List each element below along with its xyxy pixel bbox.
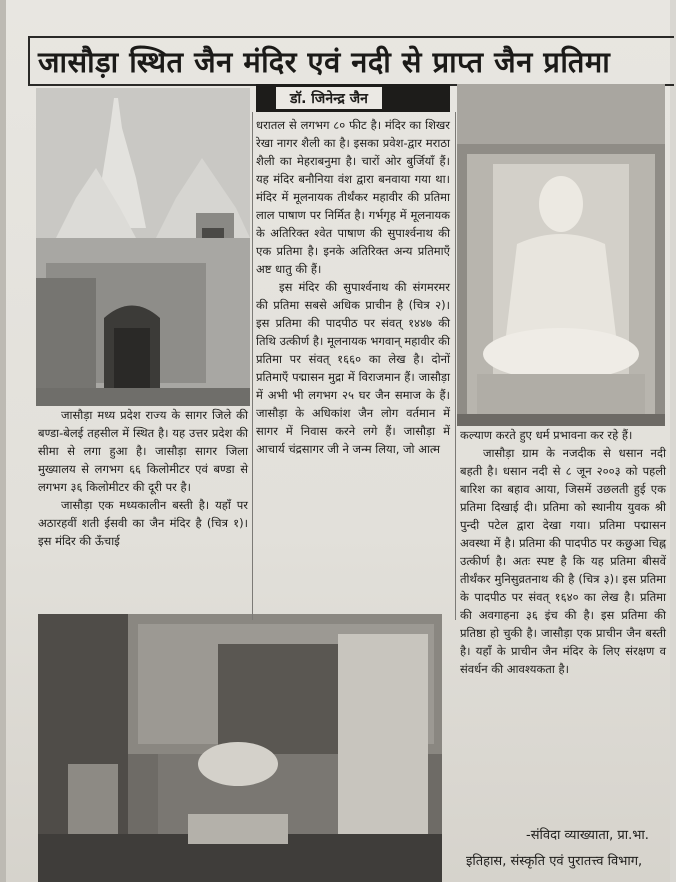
article-headline: जासौड़ा स्थित जैन मंदिर एवं नदी से प्राप्त जैन प्रतिमा (38, 44, 611, 79)
col2-paragraph-2: इस मंदिर की सुपार्श्वनाथ की संगमरमर की प्रतिमा सबसे अधिक प्राचीन है (चित्र २)। इस प्रतिमा की पादपीठ पर संवत् १४४७ की तिथि उत्कीर्ण है। मूलनायक भगवान् महावीर की प्रतिमा पर संवत् १६६० का लेख है। दोनों प्रतिमाएँ पद्मासन मुद्रा में विराजमान हैं। जासौड़ा में अभी भी लगभग २५ घर जैन समाज के हैं। जासौड़ा के अधिकांश जैन लोग वर्तमान में सागर में निवास करने लगे हैं। जासौड़ा में आचार्य चंद्रसागर जी ने जन्म लिया, जो आत्म (256, 280, 450, 456)
col1-paragraph-2: जासौड़ा एक मध्यकालीन बस्ती है। यहाँ पर अठारहवीं शती ईसवी का जैन मंदिर है (चित्र १)। इस मंदिर की ऊँचाई (38, 498, 248, 548)
temple-photo (36, 88, 250, 406)
column-2-text (256, 116, 450, 458)
column-rule-2 (455, 112, 456, 620)
col1-paragraph-1: जासौड़ा मध्य प्रदेश राज्य के सागर जिले की बण्डा-बेलई तहसील में स्थित है। यह उत्तर प्रदेश की सीमा से लगा हुआ है। जासौड़ा सागर जिला मुख्यालय से लगभग ६६ किलोमीटर एवं बण्डा से लगभग ३६ किलोमीटर की दूरी पर है। (38, 408, 248, 494)
column-1-text (38, 406, 248, 550)
column-rule-1 (252, 112, 253, 620)
col3-paragraph-1: कल्याण करते हुए धर्म प्रभावना कर रहे हैं। (460, 428, 633, 442)
col3-paragraph-2: जासौड़ा ग्राम के नजदीक से धसान नदी बहती है। धसान नदी से ८ जून २००३ को पहली बारिश का बहाव आया, जिसमें उछलती हुई एक प्रतिमा दिखाई दी। प्रतिमा को स्थानीय युवक श्री पुन्दी पटेल द्वारा देखा गया। प्रतिमा पद्मासन अवस्था में है। प्रतिमा की पादपीठ पर कछुआ चिह्न उत्कीर्ण है। अतः स्पष्ट है कि यह प्रतिमा बीसवें तीर्थंकर मुनिसुव्रतनाथ की है (चित्र ३)। इस प्रतिमा के पादपीठ पर संवत् १६४० का लेख है। प्रतिमा की अवगाहना ३६ इंच की है। इस प्रतिमा की प्रतिष्ठा हो चुकी है। जासौड़ा एक प्राचीन जैन बस्ती है। यहाँ के प्राचीन जैन मंदिर के लिए संरक्षण व संवर्धन की आवश्यकता है। (460, 446, 666, 676)
column-3-text (460, 426, 666, 678)
temple-interior-photo (38, 614, 442, 882)
author-affiliation-2: इतिहास, संस्कृति एवं पुरातत्त्व विभाग, (466, 854, 643, 869)
headline-box (28, 36, 674, 86)
author-name: डॉ. जिनेन्द्र जैन (276, 87, 382, 109)
author-affiliation-1: -संविदा व्याख्याता, प्रा.भा. (526, 828, 649, 843)
author-bar (256, 84, 450, 112)
idol-photo-supaarshvanath (457, 84, 665, 426)
col2-paragraph-1: धरातल से लगभग ८० फीट है। मंदिर का शिखर रेखा नागर शैली का है। इसका प्रवेश-द्वार मराठा शैली का मेहराबनुमा है। चारों ओर बुर्जियाँ हैं। यह मंदिर बनौनिया वंश द्वारा बनवाया गया था। मंदिर में मूलनायक तीर्थंकर महावीर की प्रतिमा लाल पाषाण पर निर्मित है। गर्भगृह में मूलनायक के अतिरिक्त श्वेत पाषाण की सुपार्श्वनाथ की एक प्रतिमा है। इनके अतिरिक्त अन्य प्रतिमाएँ अष्ट धातु की हैं। (256, 118, 450, 276)
